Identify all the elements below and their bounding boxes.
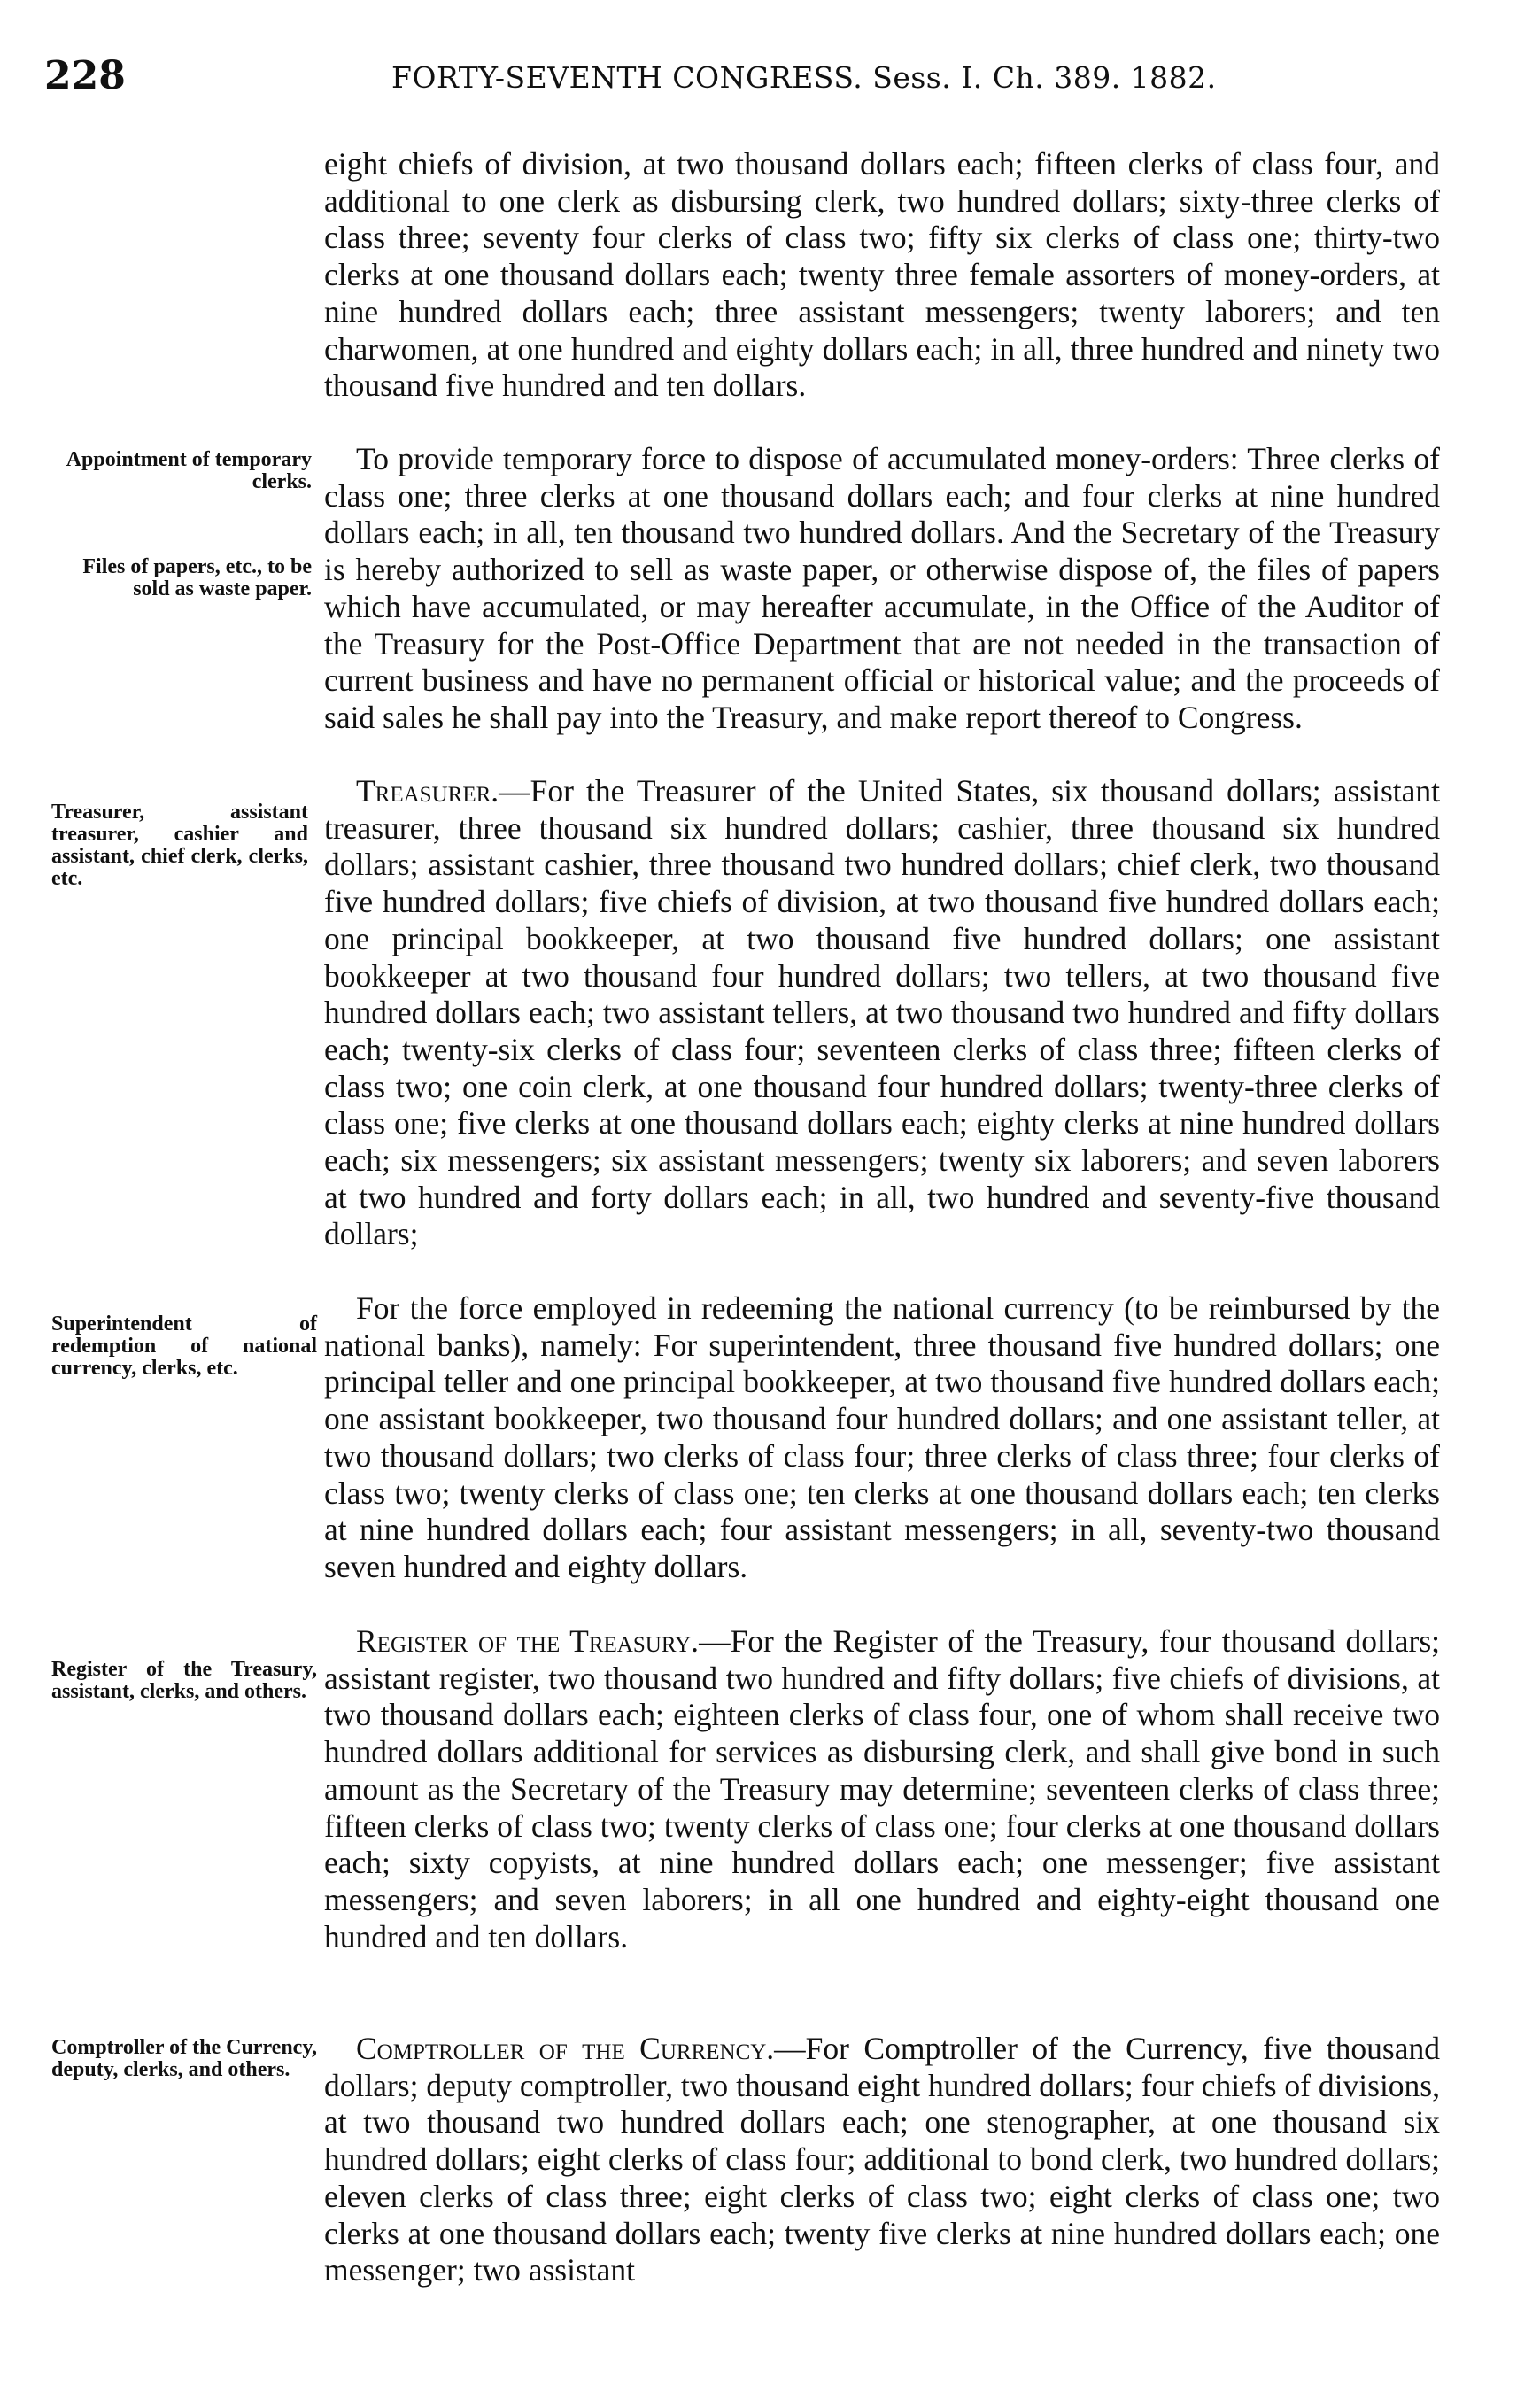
paragraph-redemption-force: For the force employed in redeeming the national currency (to be reimbursed by the national banks), namely: For superintendent, three thousand five hundred dollars; one principal teller and one principal bookkeeper, at two thousand five hundred dollars each; one assistant bookkeeper, two thousand four hundred dollars; and one assistant teller, at two thousand dollars; two clerks of class four; three clerks of class three; four clerks of class two; twenty clerks of class one; ten clerks at one thousand dollars each; ten clerks at nine hundred dollars each; four assistant messengers; in all, seventy-two thousand seven hundred and eighty dollars. (324, 1290, 1440, 1584)
margin-note-treasurer: Treasurer, assistant treasurer, cashier and assistant, chief clerk, clerks, etc. (51, 801, 308, 890)
margin-note-temporary-clerks: Appointment of temporary clerks. (66, 448, 312, 493)
section-head-treasurer: Treasurer. (356, 773, 499, 809)
paragraph-comptroller (324, 2031, 1440, 2289)
section-head-comptroller: Comptroller of the Currency. (356, 2031, 775, 2066)
paragraph-treasurer-text: —For the Treasurer of the United States, six thousand dollars; assistant treasurer, three thousand six hundred dollars; cashier, three thousand six hundred dollars; assistant cashier, three thousand two hundred dollars; chief clerk, two thousand five hundred dollars; five chiefs of division, at two thousand five hundred dollars each; one principal bookkeeper, at two thousand five hundred dollars; one assistant bookkeeper at two thousand four hundred dollars; two tellers, at two thousand five hundred dollars each; two assistant tellers, at two thousand two hundred and fifty dollars each; twenty-six clerks of class four; seventeen clerks of class three; fifteen clerks of class two; one coin clerk, at one thousand four hundred dollars; twenty-three clerks of class one; five clerks at one thousand dollars each; eighty clerks at nine hundred dollars each; six messengers; six assistant messengers; twenty six laborers; and seven laborers at two hundred and forty dollars each; in all, two hundred and seventy-five thousand dollars; (324, 773, 1440, 1252)
margin-note-comptroller: Comptroller of the Currency, deputy, clerks, and others. (51, 2036, 317, 2081)
page-number: 228 (44, 53, 126, 98)
paragraph-register-text: —For the Register of the Treasury, four thousand dollars; assistant register, two thousand two hundred and fifty dollars; five chiefs of divisions, at two thousand dollars each; eighteen clerks of class four, one of whom shall receive two hundred dollars additional for services as disbursing clerk, and shall give bond in such amount as the Secretary of the Treasury may determine; seventeen clerks of class three; fifteen clerks of class two; twenty clerks of class one; four clerks at one thousand dollars each; sixty copyists, at nine hundred dollars each; one messenger; five assistant messengers; and seven laborers; in all one hundred and eighty-eight thousand one hundred and ten dollars. (324, 1623, 1440, 1955)
paragraph-comptroller-text: —For Comptroller of the Currency, five thousand dollars; deputy comptroller, two thousand eight hundred dollars; four chiefs of divisions, at two thousand two hundred dollars each; one stenographer, at one thousand six hundred dollars; eight clerks of class four; additional to bond clerk, two hundred dollars; eleven clerks of class three; eight clerks of class two; eight clerks of class one; two clerks at one thousand dollars each; twenty five clerks at nine hundred dollars each; one messenger; two assistant (324, 2031, 1440, 2288)
page-header (44, 53, 1461, 115)
paragraph-temporary-force: To provide temporary force to dispose of accumulated money-orders: Three clerks of class one; three clerks at one thousand dollars each; and four clerks at nine hundred dollars each; in all, ten thousand two hundred dollars. And the Secretary of the Treasury is hereby authorized to sell as waste paper, or otherwise dispose of, the files of papers which have accumulated, or may hereafter accumulate, in the Office of the Auditor of the Treasury for the Post-Office Department that are not needed in the transaction of current business and have no permanent official or historical value; and the proceeds of said sales he shall pay into the Treasury, and make report thereof to Congress. (324, 441, 1440, 735)
paragraph-postoffice-auditor-force: eight chiefs of division, at two thousand dollars each; fifteen clerks of class four, and additional to one clerk as disbursing clerk, two hundred dollars; sixty-three clerks of class three; seventy four clerks of class two; fifty six clerks of class one; thirty-two clerks at one thousand dollars each; twenty three female assorters of money-orders, at nine hundred dollars each; three assistant messengers; twenty laborers; and ten charwomen, at one hundred and eighty dollars each; in all, three hundred and ninety two thousand five hundred and ten dollars. (324, 146, 1440, 404)
margin-note-register: Register of the Treasury, assistant, clerks, and others. (51, 1658, 317, 1703)
margin-note-redemption: Superintendent of redemption of national currency, clerks, etc. (51, 1312, 317, 1380)
paragraph-treasurer (324, 773, 1440, 1253)
section-head-register: Register of the Treasury. (356, 1623, 700, 1659)
paragraph-register (324, 1623, 1440, 1955)
margin-note-files-waste-paper: Files of papers, etc., to be sold as waste paper. (82, 555, 312, 600)
running-head: FORTY-SEVENTH CONGRESS. Sess. I. Ch. 389. 1882. (391, 60, 1217, 95)
